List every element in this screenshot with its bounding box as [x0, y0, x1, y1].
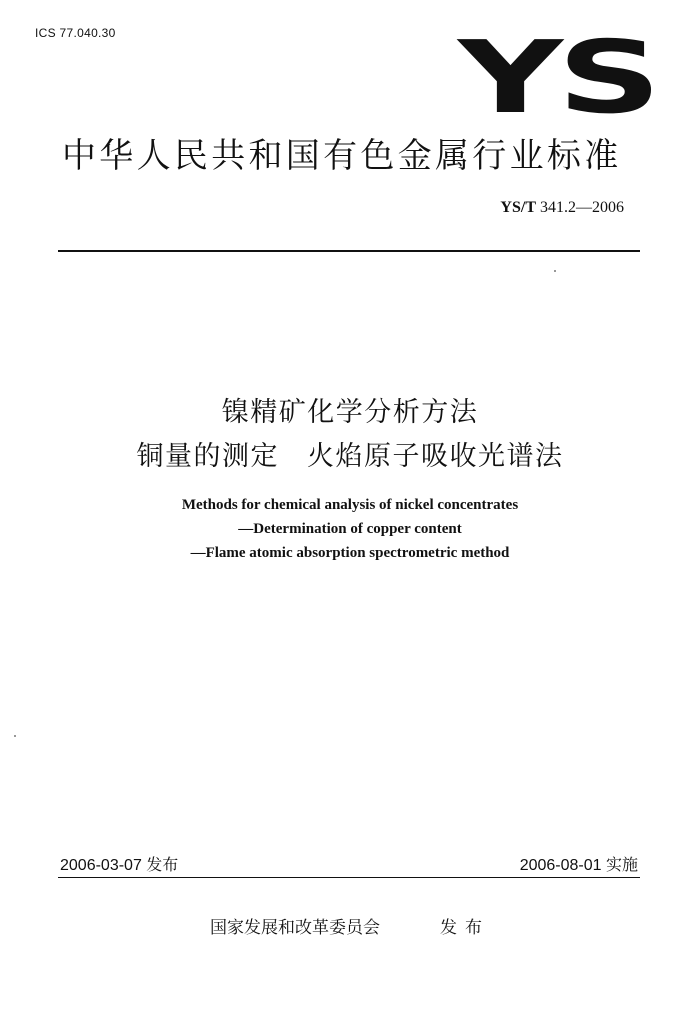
standard-number: 341.2—2006 — [540, 199, 624, 216]
standard-code — [500, 199, 624, 217]
issuing-authority: 国家发展和改革委员会 — [210, 918, 380, 938]
chinese-title-line-2 — [0, 434, 700, 473]
ys-logo: YS — [458, 19, 656, 136]
issuing-action: 发布 — [440, 918, 490, 938]
english-title-line-3: —Flame atomic absorption spectrometric method — [190, 545, 510, 561]
chinese-title-part-2: 火焰原子吸收光谱法 — [307, 441, 564, 472]
implementation-date: 2006-08-01 实施 — [519, 857, 638, 874]
header-divider — [58, 250, 640, 252]
footer-divider — [58, 877, 640, 878]
scan-speck — [554, 270, 556, 272]
english-title-line-1: Methods for chemical analysis of nickel concentrates — [181, 497, 519, 513]
industry-standard-title: 中华人民共和国有色金属行业标准 — [62, 136, 622, 176]
ics-code: ICS 77.040.30 — [35, 26, 116, 40]
chinese-title-part-1: 铜量的测定 — [136, 441, 279, 472]
issue-date: 2006-03-07 发布 — [60, 857, 179, 874]
chinese-title-line-1: 镍精矿化学分析方法 — [221, 397, 479, 428]
english-title-line-2: —Determination of copper content — [238, 521, 462, 537]
standard-prefix: YS/T — [500, 199, 536, 216]
scan-speck — [14, 735, 16, 737]
